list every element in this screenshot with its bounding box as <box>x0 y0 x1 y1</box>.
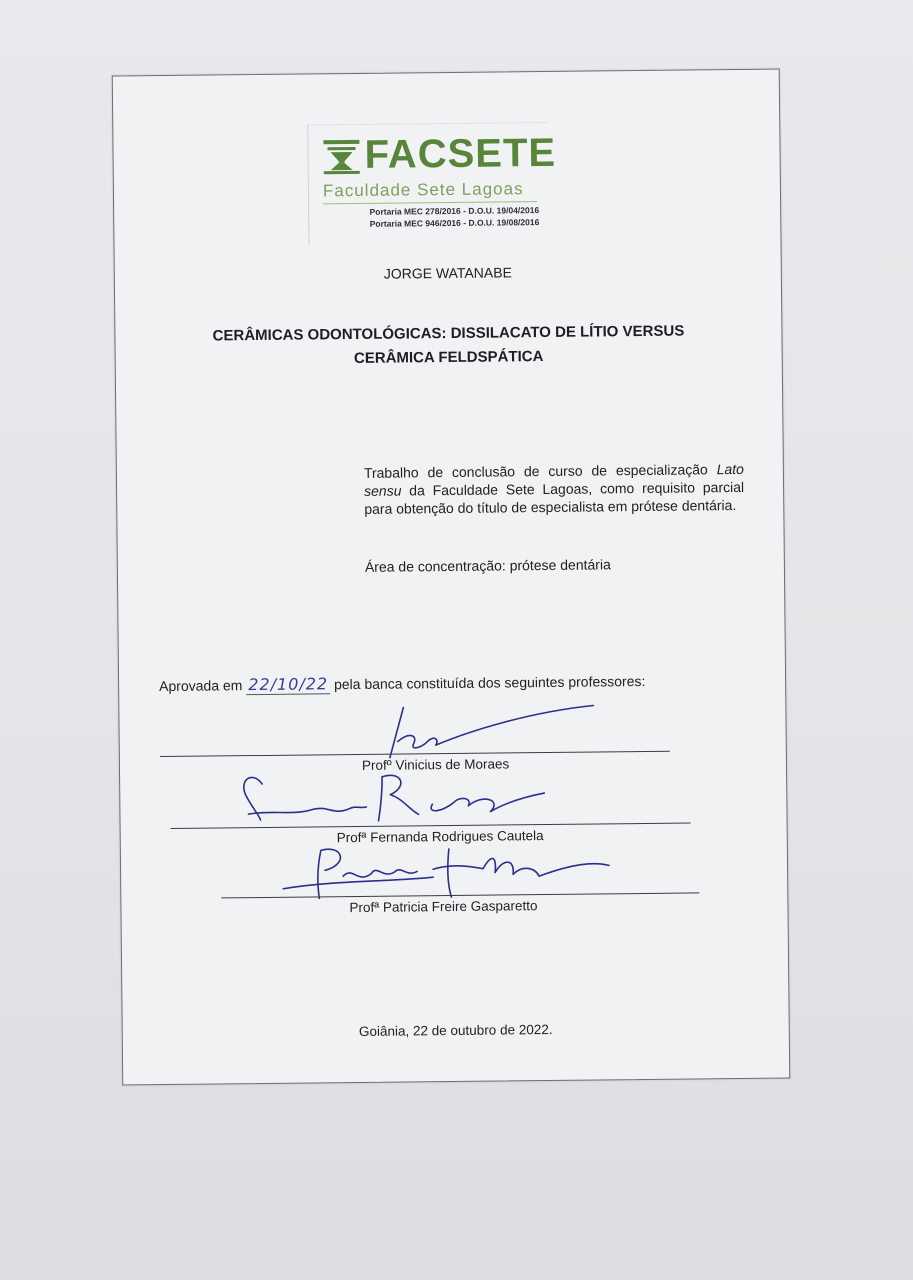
portaria-line-1: Portaria MEC 278/2016 - D.O.U. 19/04/2016 <box>369 205 540 217</box>
description-text-1: Trabalho de conclusão de curso de especialização <box>363 461 717 481</box>
approval-prefix: Aprovada em <box>159 677 247 695</box>
document-page <box>112 69 791 1086</box>
thesis-title <box>165 319 731 373</box>
professor-2-name: Profª Fernanda Rodrigues Cautela <box>336 828 544 846</box>
city-date: Goiânia, 22 de outubro de 2022. <box>358 1021 553 1039</box>
facsete-logo <box>307 122 557 246</box>
author-name: JORGE WATANABE <box>383 264 512 282</box>
approval-statement <box>159 671 645 695</box>
thesis-title-line-1: CERÂMICAS ODONTOLÓGICAS: DISSILACATO DE LÍTIO VERSUS <box>212 322 685 345</box>
approval-suffix: pela banca constituída dos seguintes professores: <box>330 672 646 693</box>
logo-subtitle: Faculdade Sete Lagoas <box>322 179 524 201</box>
facsete-emblem-icon <box>322 139 360 175</box>
professor-3-name: Profª Patricia Freire Gasparetto <box>349 898 538 916</box>
portaria-line-2: Portaria MEC 946/2016 - D.O.U. 19/08/2016 <box>369 217 540 229</box>
description-italic: Lato sensu <box>364 460 744 499</box>
approval-date-handwritten: 22/10/22 <box>246 674 330 695</box>
concentration-area: Área de concentração: prótese dentária <box>364 556 611 575</box>
thesis-description <box>364 460 745 518</box>
professor-1-name: Profº Vinicius de Moraes <box>361 756 510 773</box>
logo-divider <box>323 201 537 204</box>
signature-2-icon <box>232 767 553 830</box>
thesis-title-line-2: CERÂMICA FELDSPÁTICA <box>353 348 544 368</box>
logo-name: FACSETE <box>364 130 557 177</box>
description-text-2: da Faculdade Sete Lagoas, como requisito parcial para obtenção do título de especialista em prótese dentária. <box>364 478 745 517</box>
